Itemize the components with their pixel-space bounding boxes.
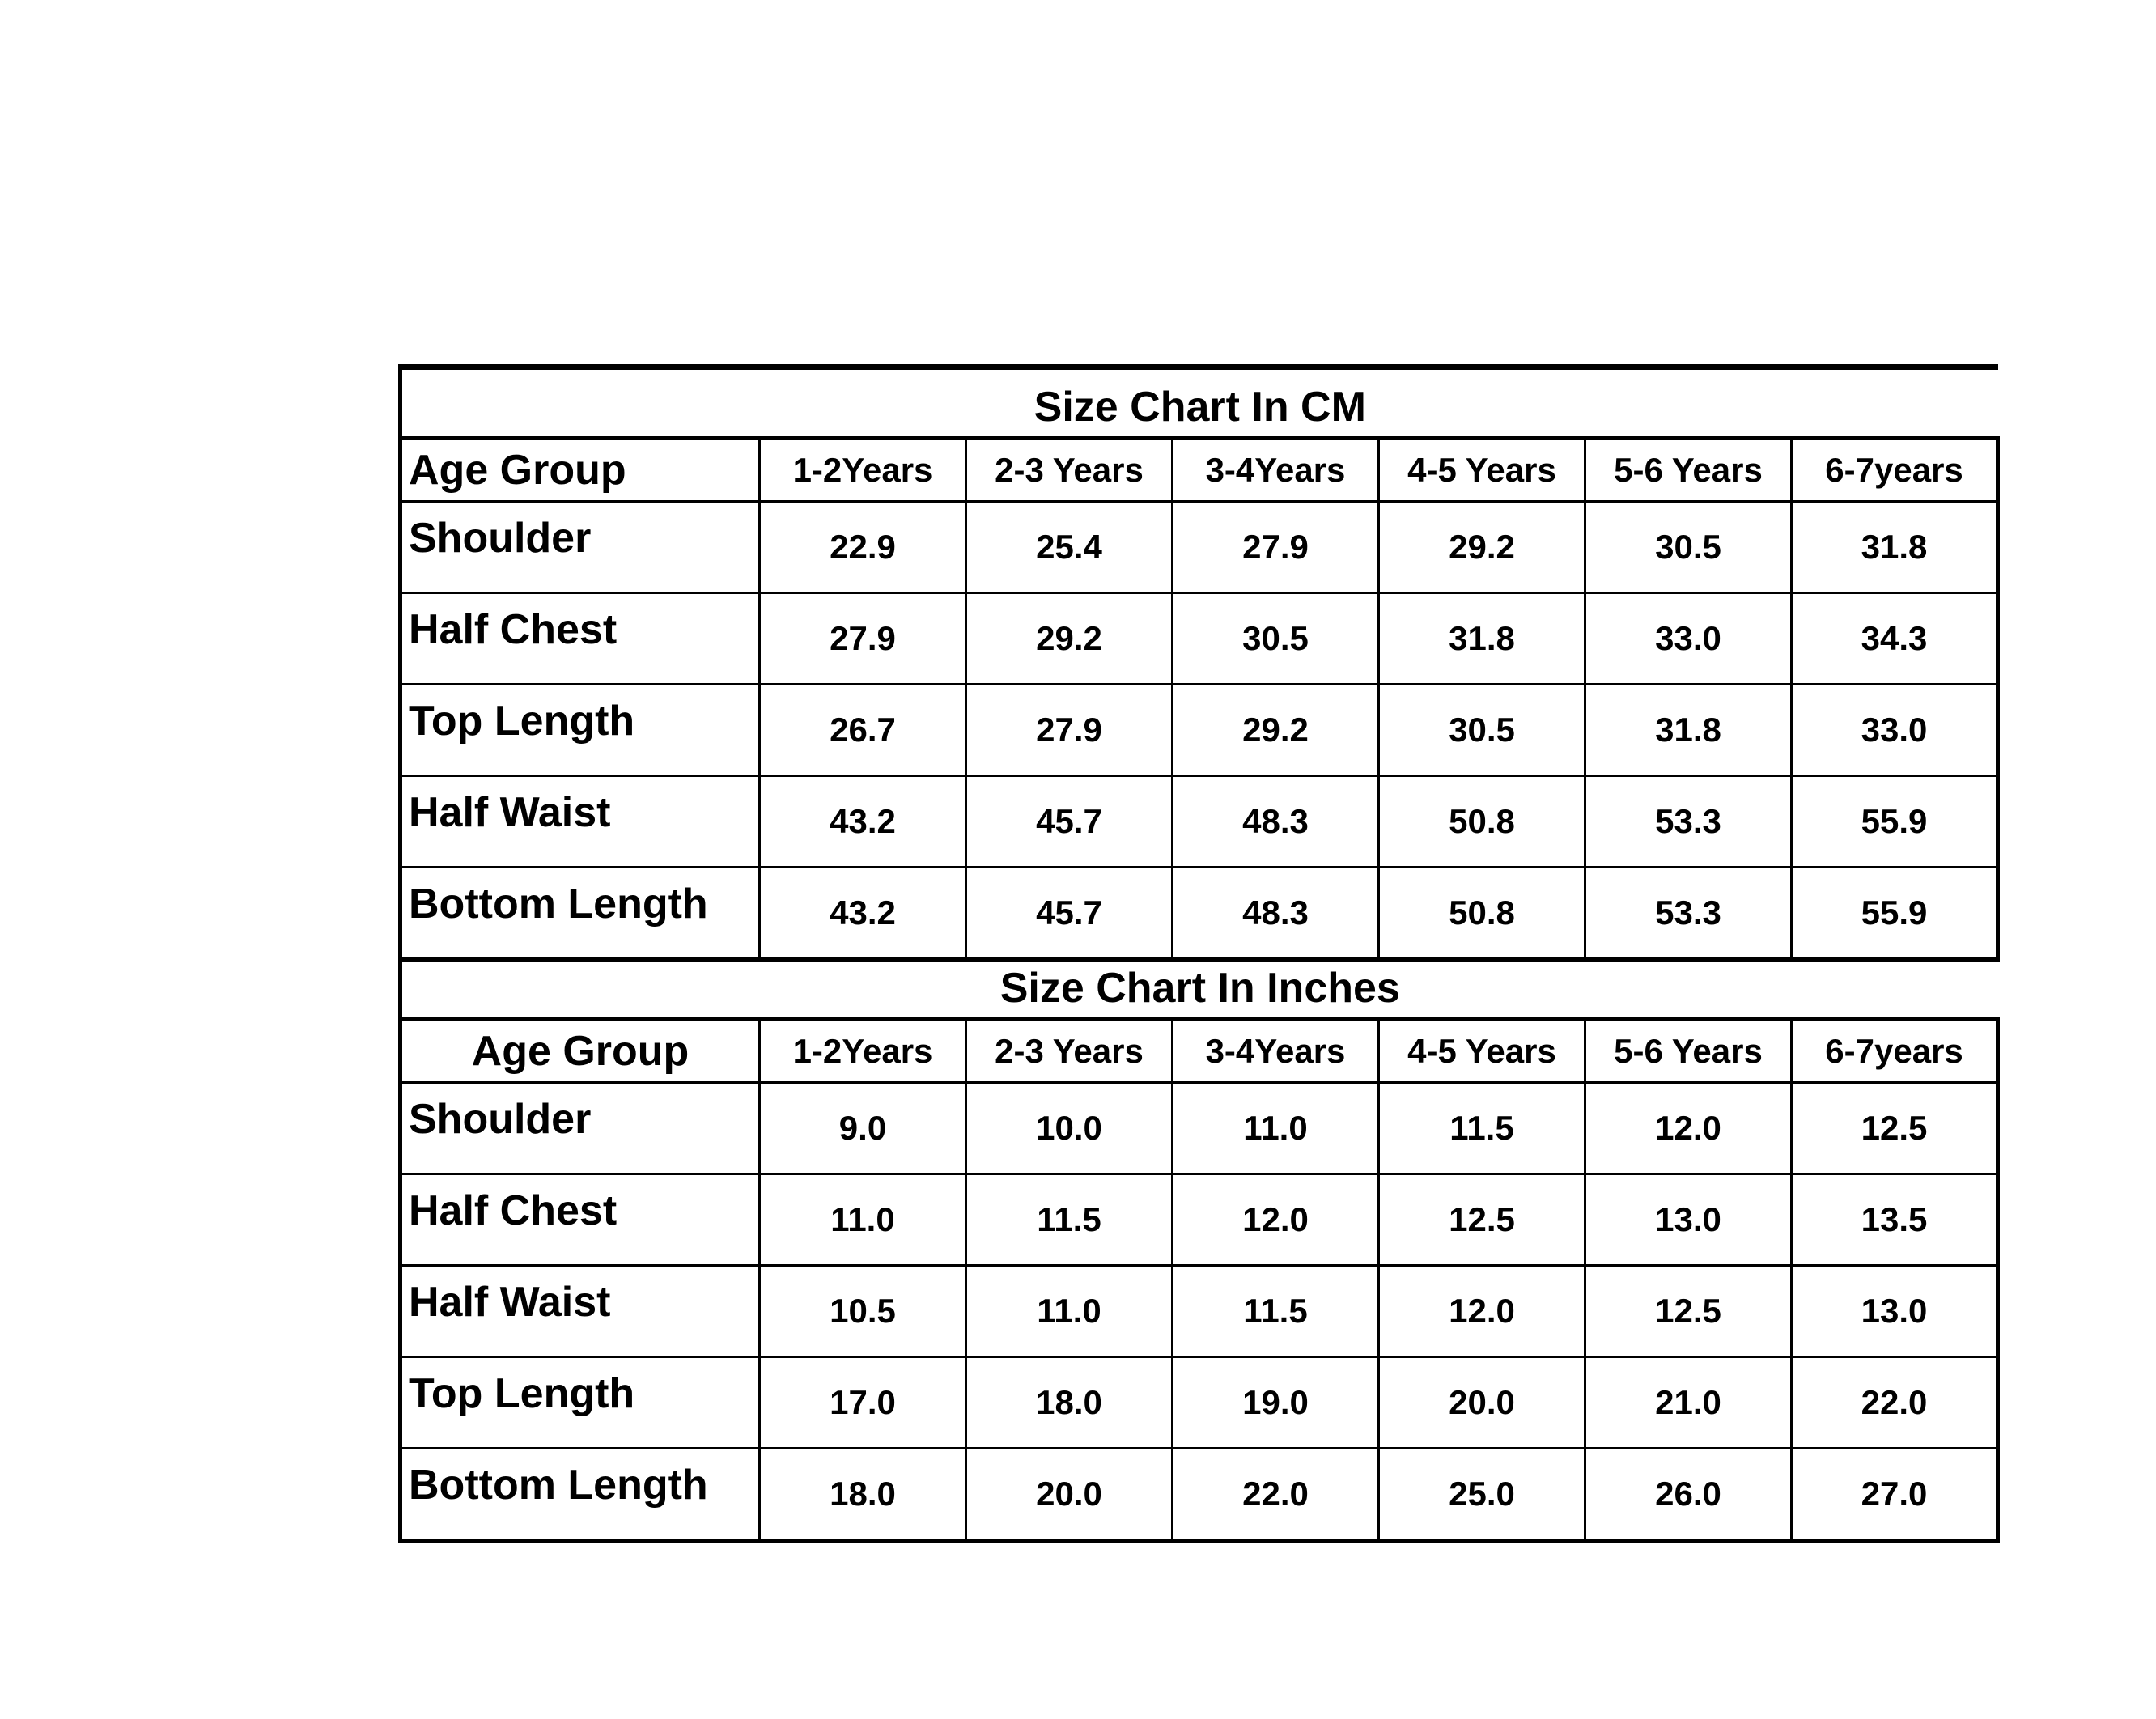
size-table-cm (398, 364, 2000, 962)
table-cell: 11.5 (1173, 1266, 1379, 1357)
column-header: 4-5 Years (1379, 439, 1585, 502)
table-cell: 50.8 (1379, 868, 1585, 961)
row-label: Top Length (401, 685, 760, 776)
table-cell: 13.5 (1792, 1174, 1998, 1266)
table-cell: 22.0 (1173, 1449, 1379, 1542)
table-cell: 53.3 (1585, 868, 1792, 961)
table-cell: 27.9 (760, 593, 966, 685)
table-cell: 55.9 (1792, 868, 1998, 961)
column-header: 6-7years (1792, 1020, 1998, 1083)
table-cell: 20.0 (966, 1449, 1173, 1542)
row-label: Half Waist (401, 1266, 760, 1357)
table-title-row (401, 951, 1998, 1020)
column-header: 1-2Years (760, 439, 966, 502)
table-row (401, 593, 1998, 685)
table-cell: 18.0 (760, 1449, 966, 1542)
column-header: 2-3 Years (966, 439, 1173, 502)
table-cell: 30.5 (1585, 502, 1792, 593)
table-header-row (401, 1020, 1998, 1083)
table-cell: 10.5 (760, 1266, 966, 1357)
table-cell: 29.2 (966, 593, 1173, 685)
table-cell: 25.4 (966, 502, 1173, 593)
table-cell: 48.3 (1173, 868, 1379, 961)
table-title: Size Chart In CM (401, 367, 1998, 439)
row-label: Half Waist (401, 776, 760, 868)
table-row (401, 1083, 1998, 1174)
row-label: Shoulder (401, 502, 760, 593)
table-cell: 55.9 (1792, 776, 1998, 868)
table-cell: 27.9 (966, 685, 1173, 776)
table-title-row (401, 367, 1998, 439)
table-cell: 30.5 (1173, 593, 1379, 685)
table-cell: 26.0 (1585, 1449, 1792, 1542)
row-label: Bottom Length (401, 868, 760, 961)
table-cell: 12.0 (1585, 1083, 1792, 1174)
table-cell: 43.2 (760, 868, 966, 961)
table-cell: 34.3 (1792, 593, 1998, 685)
table-cell: 9.0 (760, 1083, 966, 1174)
table-cell: 31.8 (1379, 593, 1585, 685)
table-row (401, 685, 1998, 776)
table-row (401, 1357, 1998, 1449)
column-header: 5-6 Years (1585, 1020, 1792, 1083)
table-cell: 11.0 (760, 1174, 966, 1266)
table-cell: 12.5 (1379, 1174, 1585, 1266)
table-cell: 29.2 (1379, 502, 1585, 593)
table-cell: 13.0 (1585, 1174, 1792, 1266)
size-table-inches (398, 951, 2000, 1543)
column-header: 4-5 Years (1379, 1020, 1585, 1083)
row-label: Shoulder (401, 1083, 760, 1174)
table-row (401, 776, 1998, 868)
table-title: Size Chart In Inches (401, 951, 1998, 1020)
table-cell: 27.0 (1792, 1449, 1998, 1542)
column-header: 2-3 Years (966, 1020, 1173, 1083)
table-cell: 29.2 (1173, 685, 1379, 776)
table-cell: 33.0 (1792, 685, 1998, 776)
table-row (401, 502, 1998, 593)
table-cell: 20.0 (1379, 1357, 1585, 1449)
table-row (401, 1266, 1998, 1357)
row-label: Top Length (401, 1357, 760, 1449)
table-cell: 12.5 (1792, 1083, 1998, 1174)
table-row (401, 1174, 1998, 1266)
table-cell: 27.9 (1173, 502, 1379, 593)
table-cell: 21.0 (1585, 1357, 1792, 1449)
table-cell: 33.0 (1585, 593, 1792, 685)
table-cell: 12.0 (1173, 1174, 1379, 1266)
table-cell: 31.8 (1792, 502, 1998, 593)
table-cell: 53.3 (1585, 776, 1792, 868)
row-label: Half Chest (401, 1174, 760, 1266)
table-cell: 18.0 (966, 1357, 1173, 1449)
header-label: Age Group (401, 1020, 760, 1083)
table-cell: 48.3 (1173, 776, 1379, 868)
column-header: 5-6 Years (1585, 439, 1792, 502)
size-chart-inches (398, 951, 1996, 1543)
row-label: Half Chest (401, 593, 760, 685)
table-row (401, 1449, 1998, 1542)
table-cell: 17.0 (760, 1357, 966, 1449)
table-cell: 11.5 (1379, 1083, 1585, 1174)
table-cell: 13.0 (1792, 1266, 1998, 1357)
table-cell: 26.7 (760, 685, 966, 776)
table-cell: 22.0 (1792, 1357, 1998, 1449)
column-header: 1-2Years (760, 1020, 966, 1083)
table-header-row (401, 439, 1998, 502)
size-chart-cm (398, 364, 1996, 962)
table-row (401, 868, 1998, 961)
table-cell: 11.5 (966, 1174, 1173, 1266)
table-cell: 25.0 (1379, 1449, 1585, 1542)
table-cell: 12.5 (1585, 1266, 1792, 1357)
column-header: 6-7years (1792, 439, 1998, 502)
table-cell: 22.9 (760, 502, 966, 593)
table-cell: 11.0 (1173, 1083, 1379, 1174)
header-label: Age Group (401, 439, 760, 502)
table-cell: 19.0 (1173, 1357, 1379, 1449)
table-cell: 45.7 (966, 776, 1173, 868)
table-cell: 12.0 (1379, 1266, 1585, 1357)
table-cell: 30.5 (1379, 685, 1585, 776)
table-cell: 10.0 (966, 1083, 1173, 1174)
table-cell: 45.7 (966, 868, 1173, 961)
row-label: Bottom Length (401, 1449, 760, 1542)
table-cell: 43.2 (760, 776, 966, 868)
table-cell: 11.0 (966, 1266, 1173, 1357)
column-header: 3-4Years (1173, 439, 1379, 502)
column-header: 3-4Years (1173, 1020, 1379, 1083)
table-cell: 50.8 (1379, 776, 1585, 868)
table-cell: 31.8 (1585, 685, 1792, 776)
